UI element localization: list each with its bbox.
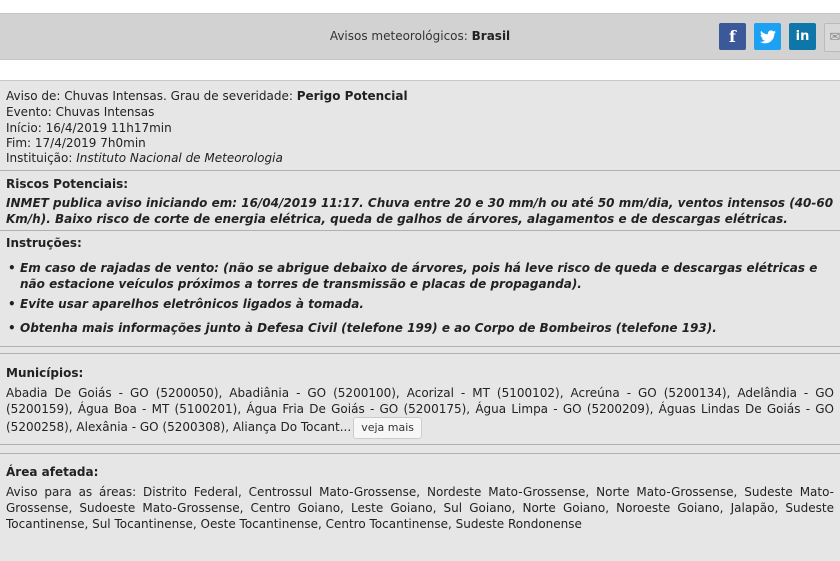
divider bbox=[0, 453, 840, 454]
veja-mais-button[interactable]: veja mais bbox=[353, 417, 422, 439]
inicio-line: Início: 16/4/2019 11h17min bbox=[6, 121, 172, 135]
title-country: Brasil bbox=[471, 29, 511, 43]
linkedin-share-button[interactable] bbox=[789, 23, 816, 50]
title-prefix: Avisos meteorológicos: bbox=[329, 29, 468, 43]
page-title bbox=[0, 14, 840, 59]
divider bbox=[0, 444, 840, 445]
fim-line: Fim: 17/4/2019 7h0min bbox=[6, 136, 146, 150]
aviso-type-label: Aviso de: Chuvas Intensas. Grau de severidade: bbox=[6, 89, 293, 103]
aviso-type-line bbox=[6, 89, 408, 104]
instituicao-label: Instituição: bbox=[6, 151, 73, 165]
divider bbox=[0, 230, 840, 231]
instrucao-item: Em caso de rajadas de vento: (não se abrigue debaixo de árvores, pois há leve risco de queda e descargas elétricas e não estacione veículos próximos a torres de transmissão e placas de propaganda). bbox=[20, 261, 818, 291]
email-icon: ✉ bbox=[829, 30, 840, 45]
divider bbox=[0, 353, 840, 354]
instrucao-item: Evite usar aparelhos eletrônicos ligados à tomada. bbox=[20, 297, 364, 311]
warning-panel bbox=[0, 80, 840, 561]
area-heading: Área afetada: bbox=[6, 465, 99, 479]
instrucao-item: Obtenha mais informações junto à Defesa Civil (telefone 199) e ao Corpo de Bombeiros (telefone 193). bbox=[20, 321, 717, 335]
email-share-button[interactable] bbox=[824, 23, 840, 52]
header-bar bbox=[0, 13, 840, 60]
bullet-marker: • bbox=[8, 261, 16, 275]
area-text: Aviso para as áreas: Distrito Federal, Centrossul Mato-Grossense, Nordeste Mato-Grossense, Norte Mato-Grossense, Sudeste Mato-Grossense, Sudoeste Mato-Grossense, Centro Goiano, Leste Goiano, Sul Goiano, Norte Goiano, Noroeste Goiano, Jalapão, Sudeste Tocantinense, Sul Tocantinense, Oeste Tocantinense, Centro Tocantinense, Sudeste Rondonense bbox=[6, 485, 834, 531]
riscos-heading: Riscos Potenciais: bbox=[6, 177, 129, 191]
linkedin-icon: in bbox=[795, 29, 810, 44]
municipios-heading: Municípios: bbox=[6, 366, 84, 380]
divider bbox=[0, 170, 840, 171]
bullet-marker: • bbox=[8, 321, 16, 335]
instituicao-line bbox=[6, 151, 283, 166]
facebook-icon: f bbox=[729, 27, 736, 46]
instituicao-value: Instituto Nacional de Meteorologia bbox=[76, 151, 283, 165]
bullet-marker: • bbox=[8, 297, 16, 311]
municipios-text: Abadia De Goiás - GO (5200050), Abadiânia - GO (5200100), Acorizal - MT (5100102), Acreúna - GO (5200134), Adelândia - GO (5200159), Água Boa - MT (5100201), Água Fria De Goiás - GO (5200175), Água Limpa - GO (5200209), Águas Lindas De Goiás - GO (5200258), Alexânia - GO (5200308), Aliança Do Tocant... bbox=[6, 386, 834, 434]
twitter-share-button[interactable] bbox=[754, 23, 781, 50]
municipios-list bbox=[6, 385, 834, 439]
facebook-share-button[interactable] bbox=[719, 23, 746, 50]
evento-line: Evento: Chuvas Intensas bbox=[6, 105, 155, 119]
divider bbox=[0, 346, 840, 347]
riscos-text: INMET publica aviso iniciando em: 16/04/2019 11:17. Chuva entre 20 e 30 mm/h ou até 50 mm/dia, ventos intensos (40-60 Km/h). Baixo risco de corte de energia elétrica, queda de galhos de árvores, alagamentos e de descargas elétricas. bbox=[6, 196, 834, 226]
severity-value: Perigo Potencial bbox=[296, 89, 408, 103]
instrucoes-heading: Instruções: bbox=[6, 236, 82, 250]
twitter-icon bbox=[760, 30, 776, 44]
